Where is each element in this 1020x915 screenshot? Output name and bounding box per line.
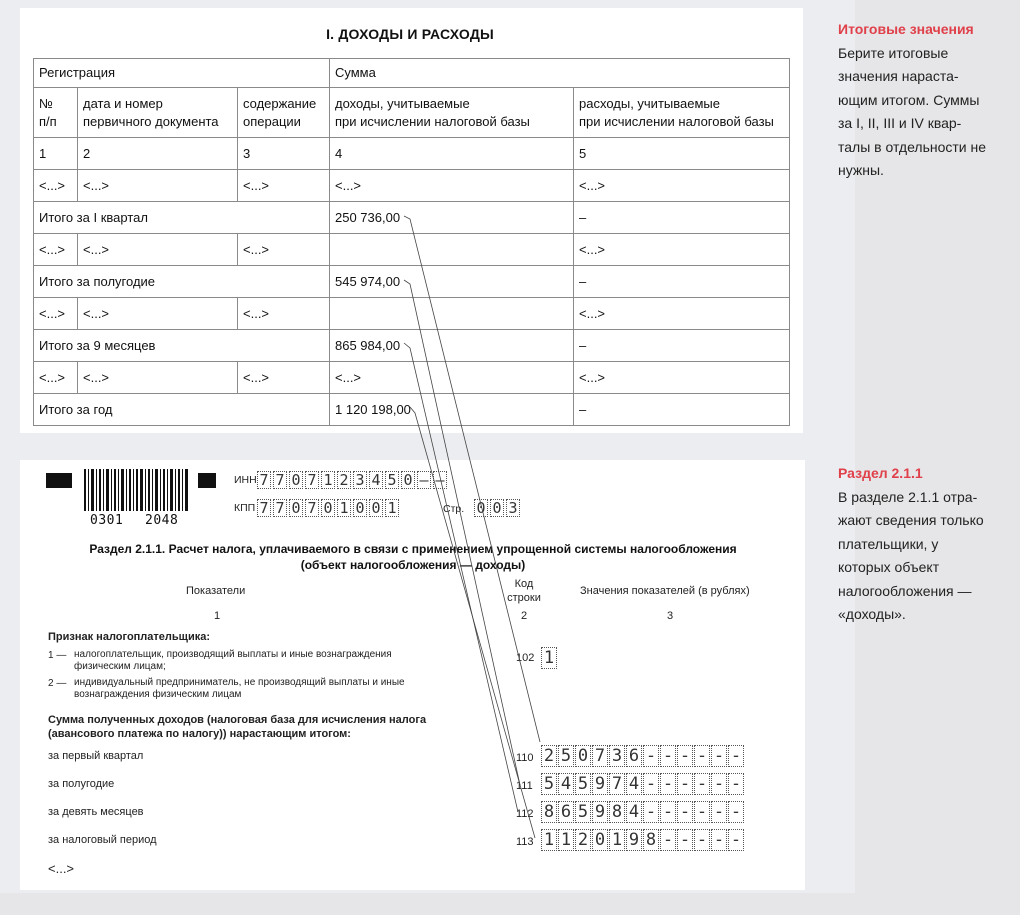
digit-cell: 8	[643, 829, 659, 851]
digit-cell: 1	[541, 829, 557, 851]
digit-cell: -	[660, 745, 676, 767]
alignment-marker	[46, 473, 72, 488]
digit-cell: -	[711, 801, 727, 823]
digit-cell: 3	[609, 745, 625, 767]
digit-cell: 7	[592, 745, 608, 767]
colnum-1: 1	[34, 138, 78, 170]
ellipsis-cell: <...>	[574, 234, 790, 266]
digit-cell: 4	[369, 471, 383, 489]
ellipsis-cell: <...>	[238, 234, 330, 266]
digit-cell: -	[660, 773, 676, 795]
note-totals-title: Итоговые значения	[838, 21, 974, 37]
header-number: № п/п	[34, 88, 78, 138]
header-registration: Регистрация	[34, 59, 330, 88]
ellipsis-cell: <...>	[34, 298, 78, 330]
col-number-1: 1	[214, 610, 221, 622]
row-label: за первый квартал	[48, 750, 144, 762]
digit-cell: -	[728, 773, 744, 795]
col-number-3: 3	[667, 610, 674, 622]
digit-cell: 0	[289, 499, 303, 517]
ellipsis-cell: <...>	[574, 170, 790, 202]
col-number-2: 2	[521, 610, 528, 622]
digit-cell: 5	[558, 745, 574, 767]
total-row	[34, 266, 790, 298]
alignment-marker	[198, 473, 216, 488]
digit-cell: -	[728, 829, 744, 851]
income-year-field	[541, 829, 745, 851]
ellipsis-cell: <...>	[78, 234, 238, 266]
digit-cell: 7	[273, 499, 287, 517]
total-label: Итого за полугодие	[34, 266, 330, 298]
total-income: 250 736,00	[330, 202, 574, 234]
form-title	[48, 541, 778, 573]
total-row	[34, 202, 790, 234]
row-code: 110	[516, 752, 534, 764]
digit-cell: -	[728, 801, 744, 823]
barcode-number-left: 0301	[90, 513, 124, 528]
digit-cell: -	[711, 773, 727, 795]
digit-cell: 1	[337, 499, 351, 517]
digit-cell: 5	[575, 801, 591, 823]
digit-cell: 9	[592, 801, 608, 823]
total-income: 1 120 198,00	[330, 394, 574, 426]
digit-cell: 2	[575, 829, 591, 851]
header-expense: расходы, учитываемые при исчислении налоговой базы	[574, 88, 790, 138]
digit-cell: 8	[609, 801, 625, 823]
form-title-line-1: Раздел 2.1.1. Расчет налога, уплачиваемого в связи с применением упрощенной системы налогообложения	[89, 542, 737, 556]
colnum-5: 5	[574, 138, 790, 170]
digit-cell: 9	[592, 773, 608, 795]
total-expense: –	[574, 202, 790, 234]
income-9m-field	[541, 801, 745, 823]
row-label: за полугодие	[48, 778, 115, 790]
ellipsis-cell: <...>	[78, 298, 238, 330]
digit-cell: 0	[592, 829, 608, 851]
digit-cell: -	[677, 801, 693, 823]
row-code: 111	[516, 780, 533, 792]
barcode-number-right: 2048	[145, 513, 179, 528]
ellipsis-cell: <...>	[330, 170, 574, 202]
table-row	[34, 170, 790, 202]
digit-cell: -	[728, 745, 744, 767]
option-2-number: 2 —	[48, 678, 67, 689]
note-totals-text: Берите итоговые значения нараста-ющим итогом. Суммы за I, II, III и IV квар-талы в отдельности не нужны.	[838, 44, 987, 178]
ellipsis-cell: <...>	[238, 170, 330, 202]
digit-cell: 9	[626, 829, 642, 851]
ellipsis-cell: <...>	[78, 170, 238, 202]
note-section-text: В разделе 2.1.1 отра-жают сведения только плательщики, у которых объект налогообложения — «доходы».	[838, 488, 984, 622]
digit-cell: 0	[490, 499, 504, 517]
col-indicators: Показатели	[186, 585, 246, 597]
digit-cell: 1	[558, 829, 574, 851]
digit-cell: 7	[609, 773, 625, 795]
total-row	[34, 394, 790, 426]
digit-cell: 5	[385, 471, 399, 489]
inn-field	[257, 471, 449, 489]
total-row	[34, 330, 790, 362]
taxpayer-sign-field	[541, 647, 558, 669]
digit-cell: -	[694, 773, 710, 795]
digit-cell: -	[677, 745, 693, 767]
colnum-4: 4	[330, 138, 574, 170]
income-h1-field	[541, 773, 745, 795]
digit-cell: -	[660, 829, 676, 851]
digit-cell: 4	[626, 801, 642, 823]
digit-cell: 2	[541, 745, 557, 767]
digit-cell: 0	[369, 499, 383, 517]
digit-cell: 6	[626, 745, 642, 767]
option-2-text: индивидуальный предприниматель, не производящий выплаты и иные вознаграждения физическим лицам	[74, 677, 405, 700]
income-heading: Сумма полученных доходов (налоговая база для исчисления налога (авансового платежа по налогу)) нарастающим итогом:	[48, 714, 427, 740]
total-expense: –	[574, 266, 790, 298]
digit-cell: 3	[506, 499, 520, 517]
digit-cell: -	[694, 829, 710, 851]
digit-cell: 4	[626, 773, 642, 795]
digit-cell: 0	[321, 499, 335, 517]
header-content: содержание операции	[238, 88, 330, 138]
header-income: доходы, учитываемые при исчислении налоговой базы	[330, 88, 574, 138]
ellipsis-cell: <...>	[238, 362, 330, 394]
table-row	[34, 298, 790, 330]
digit-cell: 0	[474, 499, 488, 517]
row-label: за девять месяцев	[48, 806, 144, 818]
ellipsis-cell: <...>	[34, 234, 78, 266]
ellipsis-cell: <...>	[574, 298, 790, 330]
page-field	[474, 499, 522, 517]
inn-label: ИНН	[234, 474, 257, 486]
colnum-3: 3	[238, 138, 330, 170]
ellipsis-cell: <...>	[34, 170, 78, 202]
digit-cell: 4	[558, 773, 574, 795]
col-values: Значения показателей (в рублях)	[580, 585, 750, 597]
income-q1-field	[541, 745, 745, 767]
declaration-sheet	[20, 460, 805, 890]
header-document: дата и номер первичного документа	[78, 88, 238, 138]
digit-cell: -	[643, 801, 659, 823]
digit-cell: 0	[353, 499, 367, 517]
digit-cell: -	[643, 773, 659, 795]
header-sum: Сумма	[330, 59, 790, 88]
option-1-number: 1 —	[48, 650, 67, 661]
total-label: Итого за год	[34, 394, 330, 426]
colnum-2: 2	[78, 138, 238, 170]
digit-cell: -	[694, 745, 710, 767]
digit-cell: -	[660, 801, 676, 823]
total-label: Итого за I квартал	[34, 202, 330, 234]
total-income: 865 984,00	[330, 330, 574, 362]
total-expense: –	[574, 330, 790, 362]
table-row	[34, 234, 790, 266]
note-section-title: Раздел 2.1.1	[838, 465, 923, 481]
ellipsis-cell: <...>	[78, 362, 238, 394]
digit-cell: -	[677, 773, 693, 795]
ellipsis-cell: <...>	[34, 362, 78, 394]
digit-cell: 8	[541, 801, 557, 823]
table-row	[34, 362, 790, 394]
barcode-icon	[84, 469, 190, 511]
digit-cell: 0	[575, 745, 591, 767]
digit-cell: 1	[321, 471, 335, 489]
taxpayer-sign-heading: Признак налогоплательщика:	[48, 631, 210, 643]
digit-cell: -	[711, 829, 727, 851]
total-expense: –	[574, 394, 790, 426]
option-1-text: налогоплательщик, производящий выплаты и иные вознаграждения физическим лицам;	[74, 649, 392, 672]
digit-cell: 1	[609, 829, 625, 851]
total-label: Итого за 9 месяцев	[34, 330, 330, 362]
col-code: Код строки	[507, 578, 541, 604]
digit-cell: 3	[353, 471, 367, 489]
digit-cell: -	[643, 745, 659, 767]
digit-cell: –	[417, 471, 431, 489]
digit-cell: 7	[273, 471, 287, 489]
digit-cell: 5	[575, 773, 591, 795]
kpp-field	[257, 499, 401, 517]
digit-cell: -	[694, 801, 710, 823]
digit-cell: 7	[257, 499, 271, 517]
total-income: 545 974,00	[330, 266, 574, 298]
digit-cell: 5	[541, 773, 557, 795]
digit-cell: -	[711, 745, 727, 767]
digit-cell: -	[677, 829, 693, 851]
digit-cell: 1	[385, 499, 399, 517]
ellipsis-cell: <...>	[330, 362, 574, 394]
note-totals	[838, 18, 1008, 183]
row-code: 112	[516, 808, 534, 820]
form-title-line-2: (объект налогообложения — доходы)	[300, 558, 526, 572]
page-label: Стр.	[443, 503, 465, 515]
ledger-table	[33, 58, 790, 426]
digit-cell: 1	[541, 647, 557, 669]
digit-cell: 7	[257, 471, 271, 489]
digit-cell: 0	[401, 471, 415, 489]
digit-cell: 7	[305, 499, 319, 517]
digit-cell: 7	[305, 471, 319, 489]
digit-cell: 6	[558, 801, 574, 823]
kpp-label: КПП	[234, 502, 256, 514]
digit-cell: 0	[289, 471, 303, 489]
digit-cell: 2	[337, 471, 351, 489]
ledger-title: I. ДОХОДЫ И РАСХОДЫ	[326, 26, 494, 42]
form-ellipsis: <...>	[48, 861, 75, 876]
ellipsis-cell: <...>	[574, 362, 790, 394]
row-code: 113	[516, 836, 534, 848]
ellipsis-cell: <...>	[238, 298, 330, 330]
row-label: за налоговый период	[48, 834, 157, 846]
code-102: 102	[516, 652, 535, 664]
note-section	[838, 462, 1008, 627]
digit-cell: –	[433, 471, 447, 489]
